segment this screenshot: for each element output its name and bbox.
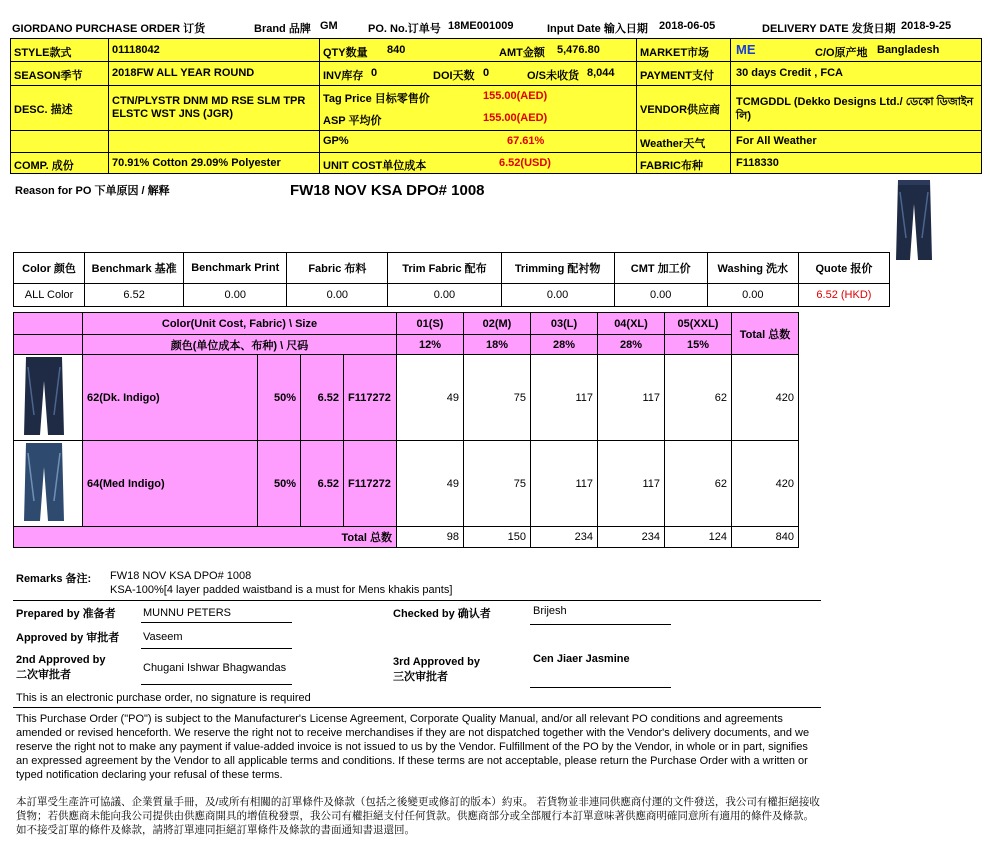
row-fabric: F117272: [344, 441, 397, 527]
size-ratio: 12%: [397, 335, 464, 355]
prepared-label: Prepared by 准备者: [16, 608, 116, 620]
fabric-label: FABRIC布种: [640, 160, 703, 172]
inv-label: INV库存: [323, 70, 364, 82]
cost-value-row: [14, 284, 890, 307]
total-qty: 150: [464, 527, 531, 548]
qty-value: 840: [387, 44, 406, 56]
cost-value-cell: 0.00: [501, 284, 614, 307]
row-qty: 62: [665, 355, 732, 441]
company-title: GIORDANO PURCHASE ORDER 订货: [12, 23, 206, 35]
tag-price-label: Tag Price 目标零售价: [323, 93, 430, 105]
size-header: 02(M): [464, 313, 531, 335]
row-pct: 50%: [258, 355, 301, 441]
jeans-dark-indigo-icon: [14, 355, 74, 437]
vendor-value-line1: TCMGDDL (Dekko Designs Ltd./ ডেকো ডিজাইন: [736, 96, 974, 108]
table-row: [14, 355, 799, 441]
row-qty: 49: [397, 355, 464, 441]
size-ratio: 15%: [665, 335, 732, 355]
os-label: O/S未收货: [527, 70, 579, 82]
cost-header-row: [14, 253, 890, 284]
weather-label: Weather天气: [640, 138, 706, 150]
cost-value-cell: 0.00: [184, 284, 287, 307]
second-approved-value: Chugani Ishwar Bhagwandas: [143, 662, 287, 674]
jeans-med-indigo-icon: [14, 441, 74, 523]
input-date-value: 2018-06-05: [659, 20, 716, 32]
desc-value-line2: ELSTC WST JNS (JGR): [112, 108, 234, 120]
checked-label: Checked by 确认者: [393, 608, 491, 620]
second-approved-label-cn: 二次审批者: [16, 669, 71, 681]
comp-value: 70.91% Cotton 29.09% Polyester: [112, 157, 281, 169]
payment-label: PAYMENT支付: [640, 70, 714, 82]
color-swatch-cell: [14, 355, 83, 441]
size-ratio: 28%: [531, 335, 598, 355]
po-value: 18ME001009: [448, 20, 514, 32]
checked-value: Brijesh: [533, 605, 567, 617]
cost-table: [13, 252, 890, 307]
third-approved-label: 3rd Approved by: [393, 656, 480, 668]
size-table-title-en: Color(Unit Cost, Fabric) \ Size: [83, 313, 397, 335]
brand-label: Brand 品牌: [254, 23, 311, 35]
unit-cost-label: UNIT COST单位成本: [323, 160, 427, 172]
size-table-title-cn: 颜色(单位成本、布种) \ 尺码: [83, 335, 397, 355]
ratio-row: [14, 335, 799, 355]
weather-value: For All Weather: [736, 135, 817, 147]
row-qty: 49: [397, 441, 464, 527]
reason-label: Reason for PO 下单原因 / 解释: [15, 185, 170, 197]
row-cost: 6.52: [301, 441, 344, 527]
amt-label: AMT金额: [499, 47, 545, 59]
row-qty: 75: [464, 355, 531, 441]
row-qty: 62: [665, 441, 732, 527]
prepared-value: MUNNU PETERS: [143, 607, 232, 619]
table-row: [14, 441, 799, 527]
remarks-label: Remarks 备注:: [16, 573, 92, 585]
cost-value-cell: 0.00: [388, 284, 501, 307]
cost-header-cell: Benchmark Print: [184, 253, 287, 284]
size-header: 03(L): [531, 313, 598, 335]
size-qty-table: [13, 312, 799, 548]
row-total: 420: [732, 355, 799, 441]
desc-value-line1: CTN/PLYSTR DNM MD RSE SLM TPR: [112, 95, 306, 107]
row-cost: 6.52: [301, 355, 344, 441]
remarks-line2: KSA-100%[4 layer padded waistband is a must for Mens khakis pants]: [110, 584, 453, 596]
row-pct: 50%: [258, 441, 301, 527]
cost-header-cell: Washing 洗水: [707, 253, 798, 284]
row-qty: 117: [531, 355, 598, 441]
row-qty: 117: [598, 441, 665, 527]
size-ratio: 28%: [598, 335, 665, 355]
season-label: SEASON季节: [14, 70, 83, 82]
asp-value: 155.00(AED): [483, 112, 548, 124]
origin-value: Bangladesh: [877, 44, 940, 56]
cost-header-cell: Fabric 布料: [287, 253, 388, 284]
inv-value: 0: [371, 67, 378, 79]
tag-price-value: 155.00(AED): [483, 90, 548, 102]
approved-label: Approved by 审批者: [16, 632, 120, 644]
cost-header-cell: Benchmark 基准: [85, 253, 184, 284]
cost-value-cell: 0.00: [614, 284, 707, 307]
row-qty: 117: [598, 355, 665, 441]
brand-value: GM: [320, 20, 338, 32]
row-total: 420: [732, 441, 799, 527]
product-jeans-image: [894, 178, 934, 262]
remarks-line1: FW18 NOV KSA DPO# 1008: [110, 570, 252, 582]
market-label: MARKET市场: [640, 47, 710, 59]
origin-label: C/O原产地: [815, 47, 868, 59]
os-value: 8,044: [587, 67, 615, 79]
delivery-date-label: DELIVERY DATE 发货日期: [762, 23, 896, 35]
cost-header-cell: Quote 报价: [798, 253, 889, 284]
row-fabric: F117272: [344, 355, 397, 441]
totals-row: [14, 527, 799, 548]
electronic-note: This is an electronic purchase order, no signature is required: [16, 692, 311, 704]
approved-value: Vaseem: [143, 631, 183, 643]
cost-header-cell: CMT 加工价: [614, 253, 707, 284]
total-qty: 234: [531, 527, 598, 548]
totals-label: Total 总数: [14, 527, 397, 548]
total-qty: 98: [397, 527, 464, 548]
amt-value: 5,476.80: [557, 44, 600, 56]
order-title: FW18 NOV KSA DPO# 1008: [290, 182, 485, 199]
grand-total: 840: [732, 527, 799, 548]
size-header-row: [14, 313, 799, 335]
total-qty: 124: [665, 527, 732, 548]
cost-value-cell: 0.00: [287, 284, 388, 307]
cost-value-cell: ALL Color: [14, 284, 85, 307]
style-value: 01118042: [112, 44, 160, 56]
desc-label: DESC. 描述: [14, 104, 73, 116]
terms-english: This Purchase Order ("PO") is subject to the Manufacturer's License Agreement, Corporate Quality Manual, and/or all relevant PO conditions and agreements amended or revised henceforth. We reserve the right not to receive merchandises if they are not dispatched together with the Vendor's delivery documents, and we reserve the right not to make any payment if value-added invoice is not issued to us by the Vendor. Fulfillment of the PO by the Vendor, in whole or in part, signifies an expressed agreement by the Vendor to all applicable terms and conditions. If these terms are not acceptable, please return the Purchase Order with a written or typed notification declaring your refusal of these terms.: [16, 713, 810, 781]
second-approved-label: 2nd Approved by: [16, 654, 106, 666]
input-date-label: Input Date 输入日期: [547, 23, 648, 35]
size-header: 05(XXL): [665, 313, 732, 335]
cost-value-cell: 0.00: [707, 284, 798, 307]
market-value: ME: [736, 42, 756, 57]
cost-header-cell: Color 颜色: [14, 253, 85, 284]
season-value: 2018FW ALL YEAR ROUND: [112, 67, 255, 79]
order-info-grid: [10, 38, 982, 174]
doi-label: DOI天数: [433, 70, 475, 82]
vendor-value-line2: লি): [736, 110, 752, 122]
unit-cost-value: 6.52(USD): [499, 157, 551, 169]
style-label: STYLE款式: [14, 47, 72, 59]
quote-value-cell: 6.52 (HKD): [798, 284, 889, 307]
third-approved-value: Cen Jiaer Jasmine: [533, 653, 630, 665]
color-swatch-cell: [14, 441, 83, 527]
total-qty: 234: [598, 527, 665, 548]
vendor-label: VENDOR供应商: [640, 104, 721, 116]
row-color: 62(Dk. Indigo): [83, 355, 258, 441]
terms-chinese: 本訂單受生產許可協議、企業質量手冊，及/或所有相關的訂單條件及條款（包括之後變更或修訂的版本）約束。 若貨物並非連同供應商付運的文件發送，我公司有權拒絕接收貨物；若供應商未能向我公司提供由供應商開具的增值稅發票，我公司有權拒絕支付任何貨款。供應商部分或全部履行本訂單意味著供應商明確同意所有適用的條件及條款。如不接受訂單的條件及條款，請將訂單連同拒絕訂單條件及條款的書面通知書退還回。: [16, 796, 820, 836]
row-qty: 75: [464, 441, 531, 527]
asp-label: ASP 平均价: [323, 115, 382, 127]
cost-header-cell: Trim Fabric 配布: [388, 253, 501, 284]
payment-value: 30 days Credit , FCA: [736, 67, 843, 79]
fabric-value: F118330: [736, 157, 779, 169]
comp-label: COMP. 成份: [14, 160, 74, 172]
size-header: 04(XL): [598, 313, 665, 335]
cost-value-cell: 6.52: [85, 284, 184, 307]
gp-value: 67.61%: [507, 135, 545, 147]
row-qty: 117: [531, 441, 598, 527]
po-label: PO. No.订单号: [368, 23, 441, 35]
delivery-date-value: 2018-9-25: [901, 20, 952, 32]
total-header: Total 总数: [732, 313, 799, 355]
gp-label: GP%: [323, 135, 349, 147]
doi-value: 0: [483, 67, 490, 79]
cost-header-cell: Trimming 配衬物: [501, 253, 614, 284]
row-color: 64(Med Indigo): [83, 441, 258, 527]
size-header: 01(S): [397, 313, 464, 335]
qty-label: QTY数量: [323, 47, 368, 59]
size-ratio: 18%: [464, 335, 531, 355]
third-approved-label-cn: 三次审批者: [393, 671, 448, 683]
